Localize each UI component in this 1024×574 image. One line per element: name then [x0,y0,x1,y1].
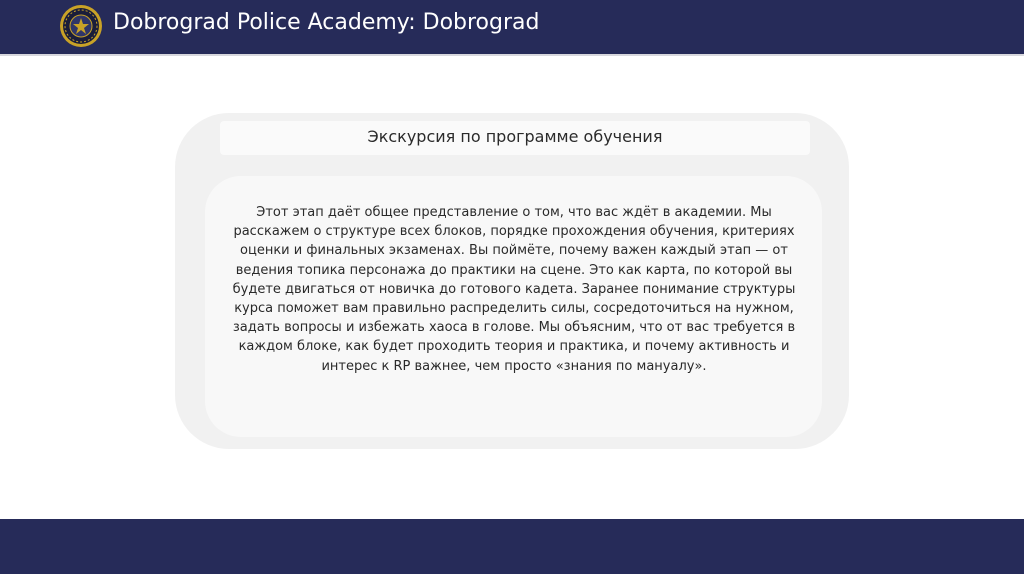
card-title: Экскурсия по программе обучения [367,127,663,146]
header-divider [0,54,1024,56]
header-bar [0,0,1024,54]
academy-emblem-icon [59,4,103,48]
page-title: Dobrograd Police Academy: Dobrograd [113,10,540,35]
card-body-text: Этот этап даёт общее представление о том, что вас ждёт в академии. Мы расскажем о структуре всех блоков, порядке прохождения обучения, критериях оценки и финальных экзаменах. Вы поймёте, почему важен каждый этап — от ведения топика персонажа до практики на сцене. Это как карта, по которой вы будете двигаться от новичка до готового кадета. Заранее понимание структуры курса поможет вам правильно распределить силы, сосредоточиться на нужном, задать вопросы и избежать хаоса в голове. Мы объясним, что от вас требуется в каждом блоке, как будет проходить теория и практика, и почему активность и интерес к RP важнее, чем просто «знания по мануалу». [232,205,796,374]
footer-bar [0,519,1024,574]
